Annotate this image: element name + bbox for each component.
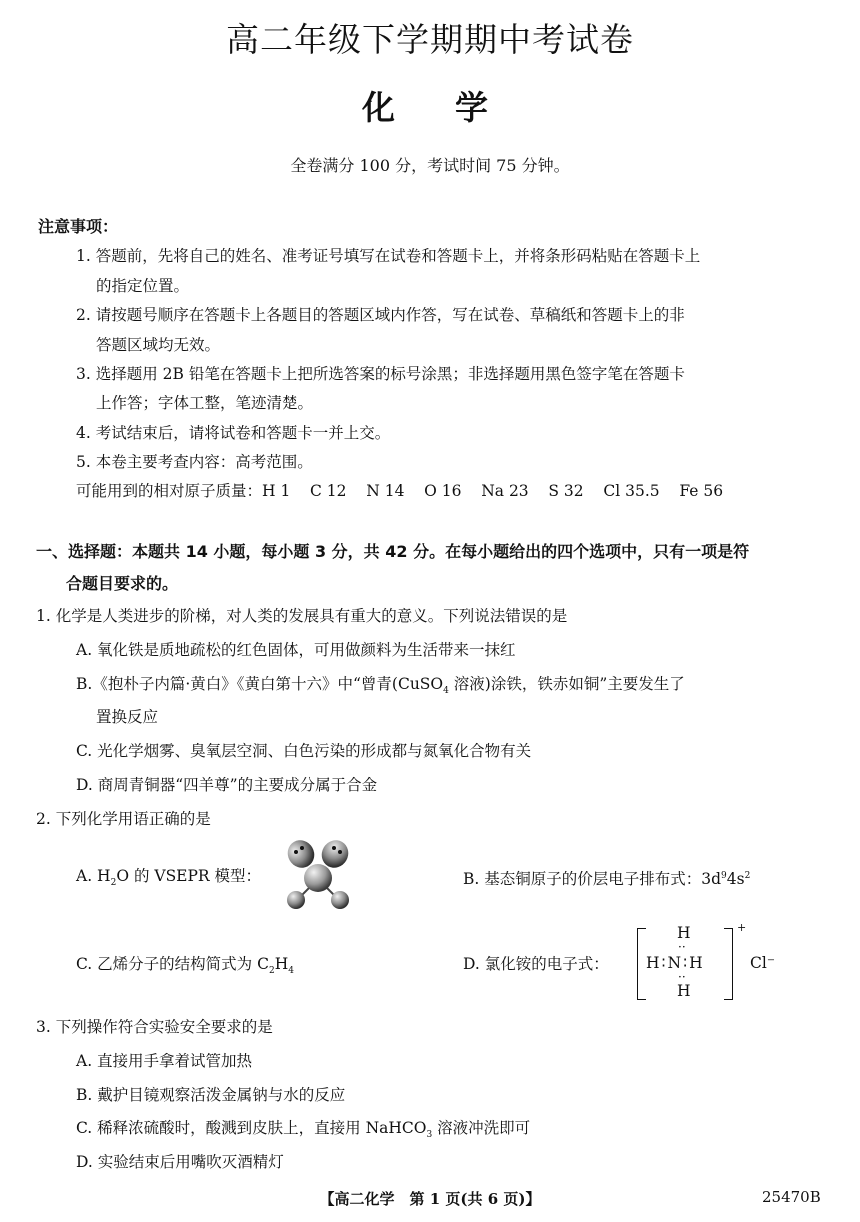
q2-option-c [76,954,294,981]
q2-option-b [463,866,750,889]
q1-b-subscript: 4 [443,686,449,697]
note-1: 1. 答题前，先将自己的姓名、准考证号填写在试卷和答题卡上，并将条形码粘贴在答题卡上 [76,247,701,265]
q3-option-c [76,1118,530,1145]
q1-option-d: D. 商周青铜器“四羊尊”的主要成分属于合金 [76,776,378,794]
page-footer: 【高二化学 第 1 页(共 6 页)】 [319,1190,541,1208]
q2-a-subscript: 2 [110,878,117,889]
electron-formula-left-bracket [637,928,646,1000]
q2-b-sup1: 9 [721,871,727,881]
exam-meta: 全卷满分 100 分，考试时间 75 分钟。 [290,156,570,175]
q2-c-sub1: 2 [268,966,275,977]
electron-formula-dots-top: ·· [678,940,686,954]
note-1-cont: 的指定位置。 [96,277,190,295]
q1-b-part1: B.《抱朴子内篇·黄白》《黄白第十六》中“曾青(CuSO [76,675,444,693]
q3-option-b: B. 戴护目镜观察活泼金属钠与水的反应 [76,1086,346,1104]
q2-b-sup2: 2 [744,871,751,881]
section-heading: 一、选择题：本题共 14 小题，每小题 3 分，共 42 分。在每小题给出的四个选项中，只有一项是符 [36,542,750,561]
exam-code: 25470B [762,1188,821,1206]
electron-formula-middle: H∶N∶H [646,954,705,972]
vsepr-model-image [283,838,353,910]
exam-title: 高二年级下学期期中考试卷 [226,20,634,59]
q3-c-part1: C. 稀释浓硫酸时，酸溅到皮肤上，直接用 NaHCO [76,1119,427,1137]
note-2: 2. 请按题号顺序在答题卡上各题目的答题区域内作答，写在试卷、草稿纸和答题卡上的非 [76,306,685,324]
q1-option-b-cont: 置换反应 [96,708,159,726]
q1-option-c: C. 光化学烟雾、臭氧层空洞、白色污染的形成都与氮氧化合物有关 [76,742,532,760]
note-5: 5. 本卷主要考查内容：高考范围。 [76,453,313,471]
q1-option-a: A. 氧化铁是质地疏松的红色固体，可用做颜料为生活带来一抹红 [76,641,516,659]
q2-option-d: D. 氯化铵的电子式： [463,955,609,973]
q1-option-b [76,674,685,701]
note-3-cont: 上作答；字体工整，笔迹清楚。 [96,394,314,412]
atomic-masses: 可能用到的相对原子质量：H 1 C 12 N 14 O 16 Na 23 S 32 Cl 35.5 Fe 56 [76,482,724,500]
q2-stem: 2. 下列化学用语正确的是 [36,810,211,828]
electron-formula-chloride: Cl⁻ [750,954,775,972]
q3-option-d: D. 实验结束后用嘴吹灭酒精灯 [76,1153,284,1171]
section-heading-cont: 合题目要求的。 [66,574,179,593]
q2-option-a [76,866,261,893]
notes-heading: 注意事项： [38,217,119,236]
q3-stem: 3. 下列操作符合实验安全要求的是 [36,1018,273,1036]
q3-c-subscript: 3 [426,1130,433,1141]
q2-c-part1: C. 乙烯分子的结构简式为 C [76,955,269,973]
subject-title: 化学 [362,88,548,127]
q1-b-part2: 溶液)涂铁，铁赤如铜”主要发生了 [448,675,685,693]
note-4: 4. 考试结束后，请将试卷和答题卡一并上交。 [76,424,391,442]
q3-c-part2: 溶液冲洗即可 [432,1119,531,1137]
q2-a-part1: A. H [76,867,111,885]
q3-option-a: A. 直接用手拿着试管加热 [76,1052,253,1070]
q2-c-part2: H [274,955,289,973]
electron-formula-right-bracket [724,928,733,1000]
q1-stem: 1. 化学是人类进步的阶梯，对人类的发展具有重大的意义。下列说法错误的是 [36,607,568,625]
q2-c-sub2: 4 [288,966,294,977]
electron-formula-dots-bottom: ·· [678,970,686,984]
electron-formula-charge: + [737,921,747,934]
electron-formula-h-top: H [677,924,691,942]
note-3: 3. 选择题用 2B 铅笔在答题卡上把所选答案的标号涂黑；非选择题用黑色签字笔在答题卡 [76,365,685,383]
note-2-cont: 答题区域均无效。 [96,336,221,354]
electron-formula-h-bottom: H [677,982,691,1000]
q2-b-part1: B. 基态铜原子的价层电子排布式：3d [463,870,722,889]
q2-b-part2: 4s [726,870,745,889]
q2-a-part2: O 的 VSEPR 模型： [116,867,262,885]
